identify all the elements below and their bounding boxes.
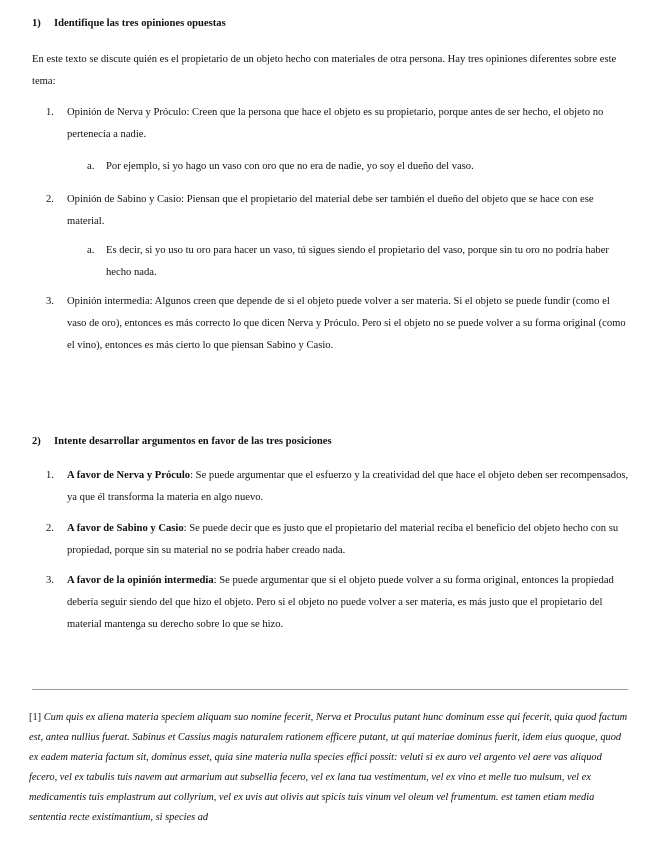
section-2-number: 2)	[32, 436, 41, 447]
section-2-title: Intente desarrollar argumentos en favor de las tres posiciones	[54, 436, 332, 447]
item-text: Opinión de Sabino y Casio: Piensan que el propietario del material debe ser también el dueño del objeto que se hace con ese material.	[67, 194, 594, 227]
footnote-separator	[32, 689, 628, 690]
item-number: 2.	[46, 194, 54, 205]
sub-item-text: Por ejemplo, si yo hago un vaso con oro que no era de nadie, yo soy el dueño del vaso.	[106, 161, 474, 172]
item-number: 3.	[46, 296, 54, 307]
section-1-heading	[32, 13, 226, 35]
item-text: : Se puede decir que es justo que el propietario del material reciba el beneficio del objeto hecho con su propiedad, porque sin su material no se podría haber creado nada.	[67, 523, 619, 556]
item-bold-lead: A favor de Nerva y Próculo	[67, 470, 191, 481]
item-number: 1.	[46, 107, 54, 118]
item-text: : Se puede argumentar que el esfuerzo y la creatividad del que hace el objeto deben ser recompensados, ya que él transforma la materia en algo nuevo.	[67, 470, 629, 503]
footnote-text: Cum quis ex aliena materia speciem aliquam suo nomine fecerit, Nerva et Proculus putant hunc dominum esse qui fecerit, quia quod factum est, antea nullius fuerat. Sabinus et Cassius magis naturalem rationem efficere putant, ut qui materiae dominus fuerit, idem eius quoque, quod ex eadem materia factum sit, dominus esset, quia sine materia nulla species effici possit: veluti si ex auro vel argento vel aere vas aliquod fecero, vel ex tabulis tuis navem aut armarium aut subsellia fecero, vel ex lana tua vestimentum, vel ex vino et melle tuo mulsum, vel ex medicamentis tuis emplastrum aut collyrium, vel ex uvis aut olivis aut spicis tuis vinum vel oleum vel frumentum. est tamen etiam media sententia recte existimantium, si species ad	[29, 712, 628, 823]
sub-item-text: Es decir, si yo uso tu oro para hacer un vaso, tú sigues siendo el propietario del vaso, porque sin tu oro no podría haber hecho nada.	[106, 245, 609, 278]
section-2-heading	[32, 431, 332, 453]
item-number: 1.	[46, 470, 54, 481]
section-1-title: Identifique las tres opiniones opuestas	[54, 18, 226, 29]
item-number: 3.	[46, 575, 54, 586]
sub-item-letter: a.	[87, 245, 95, 256]
item-bold-lead: A favor de la opinión intermedia	[67, 575, 214, 586]
item-text: Opinión de Nerva y Próculo: Creen que la persona que hace el objeto es su propietario, porque antes de ser hecho, el objeto no pertenecía a nadie.	[67, 107, 604, 140]
section-1-number: 1)	[32, 18, 41, 29]
item-number: 2.	[46, 523, 54, 534]
sub-item-letter: a.	[87, 161, 95, 172]
footnote	[29, 708, 629, 828]
section-1-intro: En este texto se discute quién es el propietario de un objeto hecho con materiales de otra persona. Hay tres opiniones diferentes sobre este tema:	[32, 54, 617, 87]
item-bold-lead: A favor de Sabino y Casio	[67, 523, 184, 534]
item-text: Opinión intermedia: Algunos creen que depende de si el objeto puede volver a ser materia. Si el objeto se puede fundir (como el vaso de oro), entonces es más correcto lo que dicen Nerva y Próculo. Pero si el objeto no se puede volver a su forma original (como el vino), entonces es más cierto lo que piensan Sabino y Casio.	[67, 296, 626, 351]
item-text: : Se puede argumentar que si el objeto puede volver a su forma original, entonces la propiedad debería seguir siendo del que hizo el objeto. Pero si el objeto no puede volver a ser materia, es más justo que el propietario del material mantenga su derecho sobre lo que se hizo.	[67, 575, 614, 630]
footnote-marker: [1]	[29, 712, 42, 723]
